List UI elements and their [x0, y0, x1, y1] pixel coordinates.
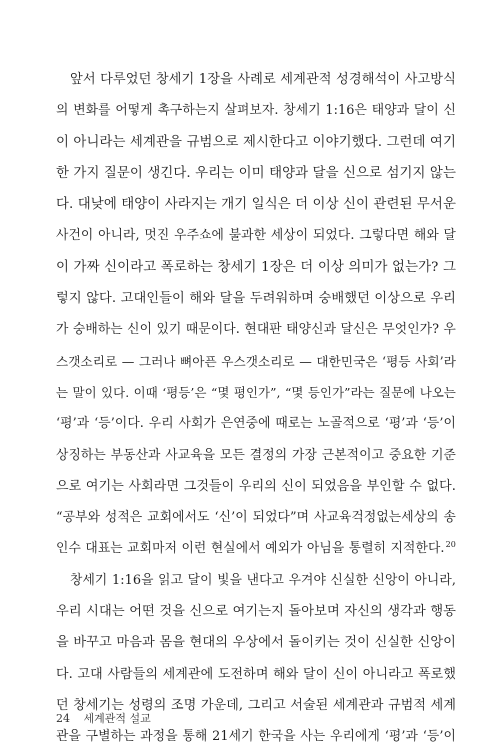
text-line: 사건이 아니라, 멋진 우주쇼에 불과한 세상이 되었다. 그렇다면 해와 달 [56, 228, 456, 244]
text-line: 으로 여기는 사회라면 그것들이 우리의 신이 되었음을 부인할 수 없다. [56, 478, 456, 494]
text-line-with-footnote [56, 533, 456, 564]
text-line: 우리 시대는 어떤 것을 신으로 여기는지 돌아보며 자신의 생각과 행동 [56, 604, 456, 620]
footnote-marker[interactable]: 20 [445, 540, 456, 550]
text-line: 인수 대표는 교회마저 이런 현실에서 예외가 아님을 통렬히 지적한다. [56, 541, 445, 557]
text-line: 창세기 1:16을 읽고 달이 빛을 낸다고 우겨야 신실한 신앙이 아니라, [70, 572, 456, 588]
text-line: 이 가짜 신이라고 폭로하는 창세기 1장은 더 이상 의미가 없는가? 그 [56, 259, 456, 275]
text-line: 다. 고대 사람들의 세계관에 도전하며 해와 달이 신이 아니라고 폭로했 [56, 666, 456, 682]
text-line: ‘평’과 ‘등’이다. 우리 사회가 은연중에 때로는 노골적으로 ‘평’과 ‘등’이 [56, 416, 456, 432]
text-line: 스갯소리로 — 그러나 뼈아픈 우스갯소리로 — 대한민국은 ‘평등 사회’라 [56, 353, 456, 369]
page-footer [56, 710, 151, 726]
text-line: 을 바꾸고 마음과 몸을 현대의 우상에서 돌이키는 것이 신실한 신앙이 [56, 635, 456, 651]
text-line: 렇지 않다. 고대인들이 해와 달을 두려워하며 숭배했던 이상으로 우리 [56, 291, 456, 307]
running-title: 세계관적 설교 [83, 712, 151, 725]
text-line: 관을 구별하는 과정을 통해 21세기 한국을 사는 우리에게 ‘평’과 ‘등’이 [56, 729, 456, 745]
text-line: “공부와 성적은 교회에서도 ‘신’이 되었다”며 사교육걱정없는세상의 송 [56, 510, 456, 526]
text-line: 한 가지 질문이 생긴다. 우리는 이미 태양과 달을 신으로 섬기지 않는 [56, 165, 456, 181]
text-line: 앞서 다루었던 창세기 1장을 사례로 세계관적 성경해석이 사고방식 [70, 72, 456, 87]
paragraph-1 [56, 64, 456, 565]
text-line: 상징하는 부동산과 사교육을 모든 결정의 가장 근본적이고 중요한 기준 [56, 447, 456, 463]
body-text [56, 64, 456, 753]
text-line: 던 창세기는 성령의 조명 가운데, 그리고 서술된 세계관과 규범적 세계 [56, 697, 456, 713]
page-number: 24 [56, 712, 70, 725]
text-line: 다. 대낮에 태양이 사라지는 개기 일식은 더 이상 신이 관련된 무서운 [56, 197, 456, 213]
text-line: 가 숭배하는 신이 있기 때문이다. 현대판 태양신과 달신은 무엇인가? 우 [56, 322, 456, 338]
text-line: 의 변화를 어떻게 촉구하는지 살펴보자. 창세기 1:16은 태양과 달이 신 [56, 103, 456, 119]
text-line: 는 말이 있다. 이때 ‘평등’은 “몇 평인가”, “몇 등인가”라는 질문에 나오는 [56, 384, 456, 400]
text-line: 이 아니라는 세계관을 규범으로 제시한다고 이야기했다. 그런데 여기 [56, 134, 456, 150]
